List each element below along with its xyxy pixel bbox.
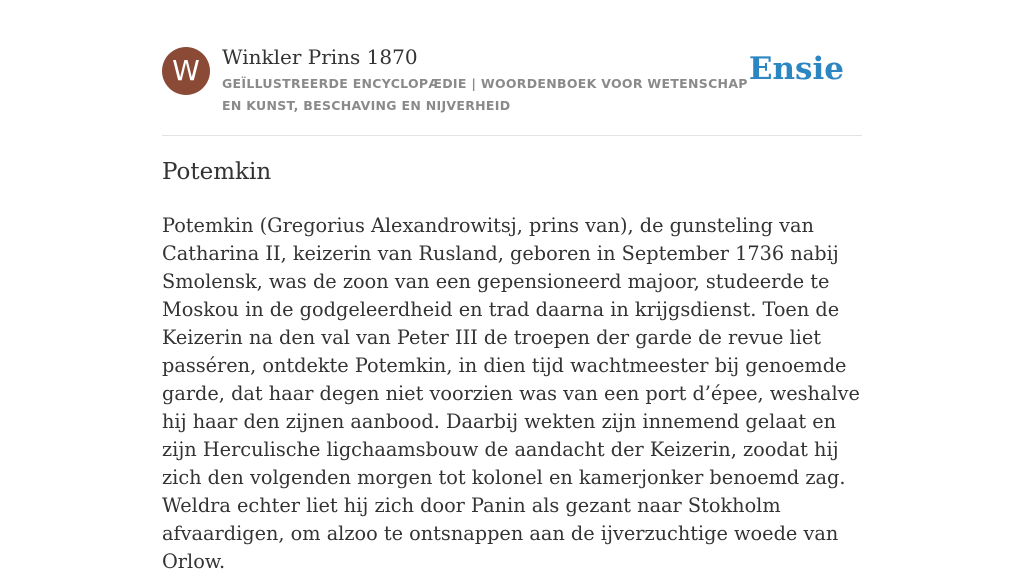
ensie-logo[interactable]: Ensie [748, 51, 844, 87]
source-header [162, 44, 862, 136]
source-avatar[interactable]: W [162, 47, 210, 95]
source-subtitle: GEÏLLUSTREERDE ENCYCLOPÆDIE | WOORDENBOEK VOOR WETENSCHAP EN KUNST, BESCHAVING EN NIJVERHEID [222, 76, 748, 113]
article-title: Potemkin [162, 159, 272, 185]
source-title-link[interactable]: Winkler Prins 1870 [222, 45, 418, 69]
article-body: Potemkin (Gregorius Alexandrowitsj, prins van), de gunsteling van Catharina II, keizerin van Rusland, geboren in September 1736 nabij Smolensk, was de zoon van een gepensioneerd majoor, studeerde te Moskou in de godgeleerdheid en trad daarna in krijgsdienst. Toen de Keizerin na den val van Peter III de troepen der garde de revue liet passéren, ontdekte Potemkin, in dien tijd wachtmeester bij genoemde garde, dat haar degen niet voorzien was van een port d’épee, weshalve hij haar den zijnen aanbood. Daarbij wekten zijn innemend gelaat en zijn Herculische ligchaamsbouw de aandacht der Keizerin, zoodat hij zich den volgenden morgen tot kolonel en kamerjonker benoemd zag. Weldra echter liet hij zich door Panin als gezant naar Stokholm afvaardigen, om alzoo te ontsnappen aan de ijverzuchtige woede van Orlow. [162, 214, 860, 573]
